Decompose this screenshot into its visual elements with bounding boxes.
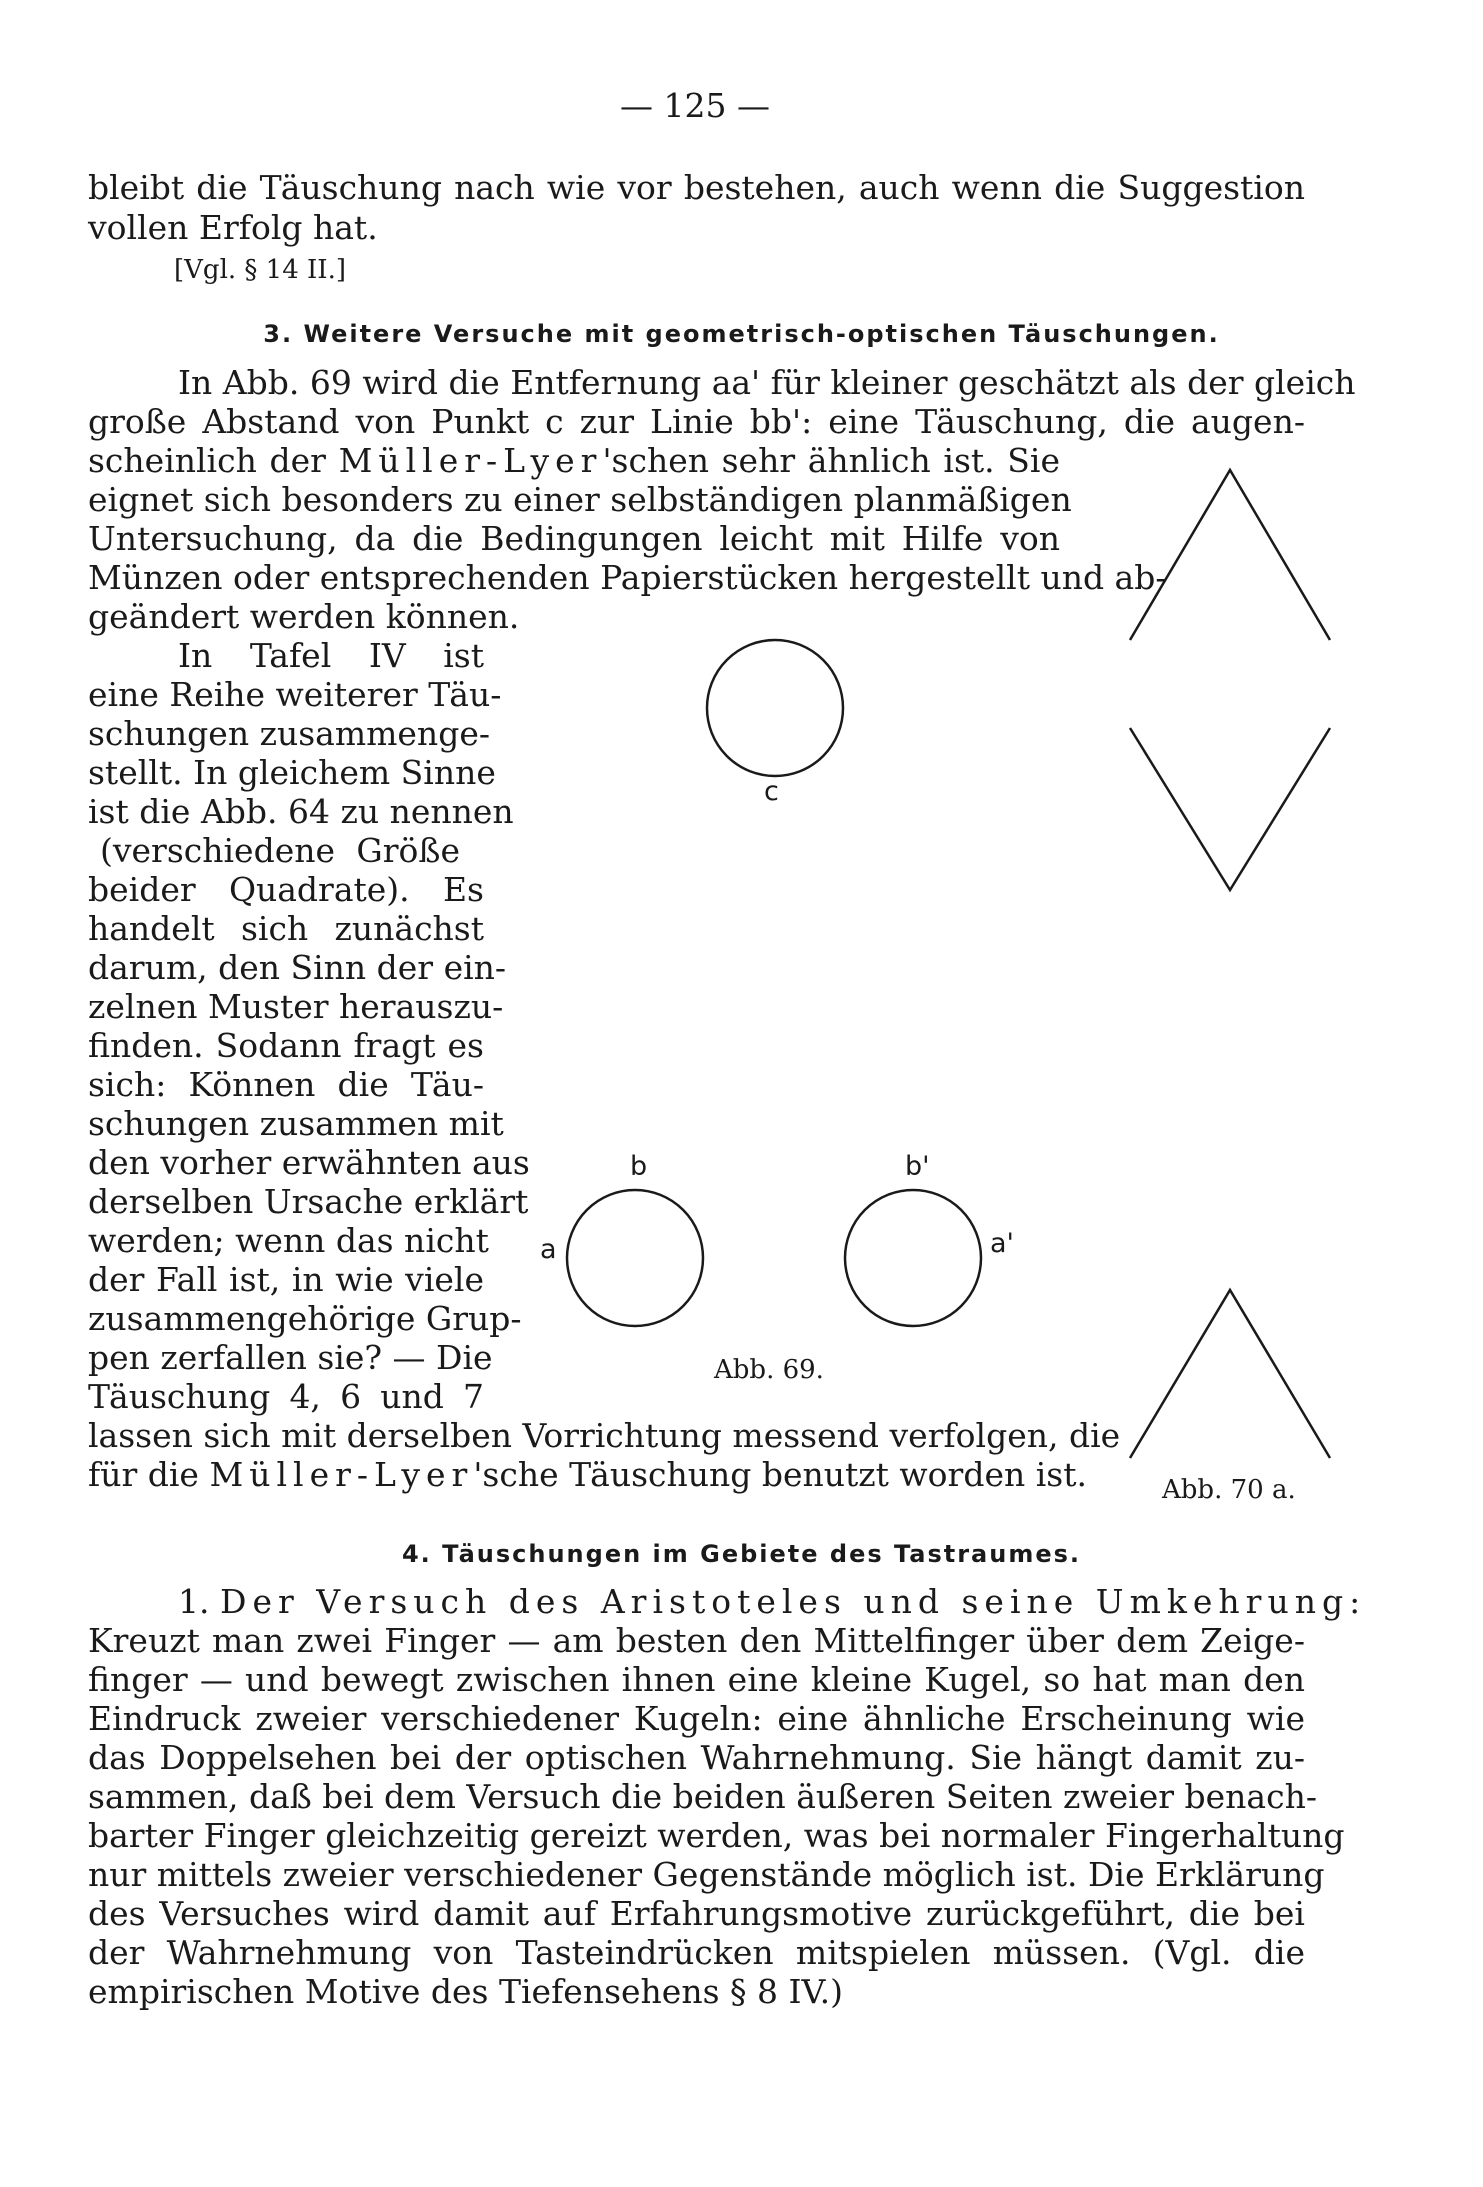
reference-note: [Vgl. § 14 II.]: [174, 255, 346, 285]
item-title: Der Versuch des Aristoteles und seine Umkehrung:: [220, 1582, 1367, 1621]
body-line: derselben Ursache erklärt: [88, 1182, 529, 1221]
body-line: barter Finger gleichzeitig gereizt werden, was bei normaler Fingerhaltung: [88, 1816, 1345, 1855]
figure-69-caption: Abb. 69.: [714, 1355, 824, 1385]
body-line: große Abstand von Punkt c zur Linie bb': eine Täuschung, die augen-: [88, 402, 1305, 441]
label-b-prime: b': [905, 1151, 930, 1182]
body-line: vollen Erfolg hat.: [88, 208, 378, 247]
text-run: 'sche Täuschung benutzt worden ist.: [473, 1455, 1087, 1494]
item-number: 1.: [178, 1582, 210, 1621]
body-line: stellt. In gleichem Sinne: [88, 753, 496, 792]
label-a-prime: a': [990, 1228, 1014, 1259]
body-line: In Abb. 69 wird die Entfernung aa' für kleiner geschätzt als der gleich: [178, 363, 1356, 402]
label-b: b: [630, 1151, 648, 1182]
body-line: [178, 1582, 1367, 1622]
body-line: den vorher erwähnten aus: [88, 1143, 530, 1182]
circle-left: [567, 1190, 703, 1326]
body-line: In Tafel IV ist: [178, 636, 484, 675]
text-run: 'schen sehr ähnlich ist. Sie: [602, 441, 1060, 480]
body-line: sammen, daß bei dem Versuch die beiden äußeren Seiten zweier benach-: [88, 1777, 1317, 1816]
body-line: der Wahrnehmung von Tasteindrücken mitspielen müssen. (Vgl. die: [88, 1933, 1305, 1972]
body-line: schungen zusammen mit: [88, 1104, 504, 1143]
label-c: c: [764, 776, 779, 807]
body-line: lassen sich mit derselben Vorrichtung messend verfolgen, die: [88, 1416, 1121, 1455]
body-line: zusammengehörige Grup-: [88, 1299, 522, 1338]
section-heading: 4. Täuschungen im Gebiete des Tastraumes.: [401, 1540, 1082, 1568]
body-line: eine Reihe weiterer Täu-: [88, 675, 502, 714]
body-line: Untersuchung, da die Bedingungen leicht mit Hilfe von: [88, 519, 1060, 558]
body-line: beider Quadrate). Es: [88, 870, 484, 909]
body-line: pen zerfallen sie? — Die: [88, 1338, 493, 1377]
person-name: Müller-Lyer: [338, 441, 603, 480]
body-line: sich: Können die Täu-: [88, 1065, 484, 1104]
body-line: finden. Sodann fragt es: [88, 1026, 484, 1065]
body-line: des Versuches wird damit auf Erfahrungsmotive zurückgeführt, die bei: [88, 1894, 1305, 1933]
label-a: a: [540, 1234, 557, 1265]
body-line: empirischen Motive des Tiefensehens § 8 IV.): [88, 1972, 843, 2011]
body-line: zelnen Muster herauszu-: [88, 987, 504, 1026]
circle-c: [707, 640, 843, 776]
section-heading: 3. Weitere Versuche mit geometrisch-optischen Täuschungen.: [263, 320, 1220, 348]
text-run: scheinlich der: [88, 441, 339, 480]
figure-70a-caption: Abb. 70 a.: [1162, 1475, 1296, 1505]
body-line: der Fall ist, in wie viele: [88, 1260, 484, 1299]
chevron-up-top: [1130, 470, 1330, 640]
circle-right: [845, 1190, 981, 1326]
body-line: Eindruck zweier verschiedener Kugeln: eine ähnliche Erscheinung wie: [88, 1699, 1305, 1738]
body-line: darum, den Sinn der ein-: [88, 948, 507, 987]
person-name: Müller-Lyer: [209, 1455, 474, 1494]
text-run: für die: [88, 1455, 210, 1494]
body-line: werden; wenn das nicht: [88, 1221, 489, 1260]
page-number: — 125 —: [620, 86, 770, 125]
body-line: handelt sich zunächst: [88, 909, 484, 948]
body-line: Täuschung 4, 6 und 7: [88, 1377, 484, 1416]
body-line: bleibt die Täuschung nach wie vor bestehen, auch wenn die Suggestion: [88, 168, 1305, 207]
body-line: ist die Abb. 64 zu nennen: [88, 792, 514, 831]
body-line: Münzen oder entsprechenden Papierstücken hergestellt und ab-: [88, 558, 1167, 597]
chevron-down: [1130, 728, 1330, 890]
body-line: (verschiedene Größe: [100, 831, 460, 870]
body-line: nur mittels zweier verschiedener Gegenstände möglich ist. Die Erklärung: [88, 1855, 1325, 1894]
chevron-up-bottom: [1130, 1290, 1330, 1458]
body-line: finger — und bewegt zwischen ihnen eine kleine Kugel, so hat man den: [88, 1660, 1305, 1699]
body-line: Kreuzt man zwei Finger — am besten den Mittelfinger über dem Zeige-: [88, 1621, 1305, 1660]
body-line: eignet sich besonders zu einer selbständigen planmäßigen: [88, 480, 1072, 519]
body-line: das Doppelsehen bei der optischen Wahrnehmung. Sie hängt damit zu-: [88, 1738, 1305, 1777]
body-line: schungen zusammenge-: [88, 714, 490, 753]
body-line: geändert werden können.: [88, 597, 520, 636]
